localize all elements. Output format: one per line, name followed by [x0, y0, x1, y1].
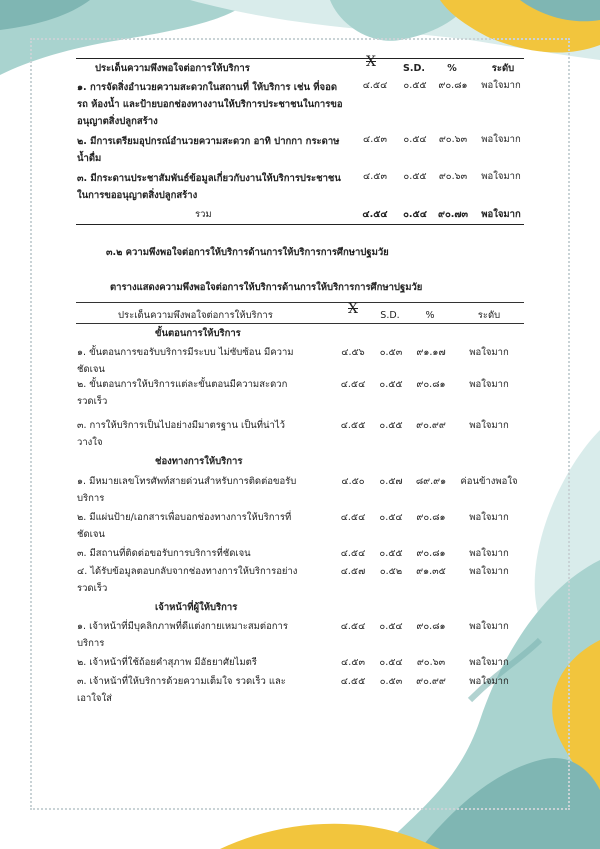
table-rule [76, 58, 524, 59]
section-heading: ๓.๒ ความพึงพอใจต่อการให้บริการด้านการให้บริการการศึกษาปฐมวัย [106, 247, 389, 258]
table-cell-mean: ๔.๕๔ [340, 621, 366, 632]
table-cell-level: พอใจมาก [469, 676, 509, 687]
table-row-text-cont: ชัดเจน [77, 364, 105, 375]
table-cell-level: พอใจมาก [481, 171, 521, 182]
table-cell-mean: ๔.๕๕ [340, 420, 366, 431]
table-total-label: รวม [195, 209, 212, 220]
table-header-pct: % [425, 310, 435, 321]
table-cell-pct: ๙๐.๖๓ [438, 134, 468, 145]
table-cell-mean: ๔.๕๖ [341, 347, 365, 358]
table-cell-pct: ๙๐.๘๑ [416, 379, 446, 390]
table-cell-sd: ๐.๕๓ [379, 676, 403, 687]
table-row-text: ๒. มีแผ่นป้าย/เอกสารเพื่อบอกช่องทางการให้บริการที่ [77, 512, 292, 523]
table-row-text: ๑. การจัดสิ่งอำนวยความสะดวกในสถานที่ ให้บริการ เช่น ที่จอดรถ ห้องน้ำ และป้ายบอกช่องทางงานให้บริการประชาชนในการขออนุญาตสิ่งปลูกสร้าง [77, 82, 343, 127]
group-title: เจ้าหน้าที่ผู้ให้บริการ [155, 602, 238, 613]
table-cell-pct: ๙๑.๑๗ [416, 347, 446, 358]
table-cell-pct: ๙๐.๙๙ [416, 420, 446, 431]
table-row-text-cont: วางใจ [77, 437, 103, 448]
table-cell-mean: ๔.๕๓ [363, 134, 387, 145]
group-title: ขั้นตอนการให้บริการ [155, 328, 241, 339]
table-cell-level: พอใจมาก [469, 379, 509, 390]
table-header-mean: X [360, 58, 382, 69]
table-cell-sd: ๐.๕๕ [379, 548, 403, 559]
table-cell-pct: ๙๑.๓๕ [416, 566, 446, 577]
table-cell-sd: ๐.๕๔ [379, 657, 403, 668]
table-cell-level: พอใจมาก [469, 657, 509, 668]
table-row-text-cont: บริการ [77, 638, 105, 649]
table-row-text: ๔. ได้รับข้อมูลตอบกลับจากช่องทางการให้บริการอย่าง [77, 566, 298, 577]
table-header-level: ระดับ [491, 63, 515, 74]
table-cell-pct: ๙๐.๘๑ [416, 621, 446, 632]
table-rule [76, 323, 524, 324]
table-header-mean: X [342, 305, 364, 316]
table-row-text: ๒. ขั้นตอนการให้บริการแต่ละขั้นตอนมีความสะดวก [77, 379, 288, 390]
table-cell-pct: ๙๐.๘๑ [438, 80, 468, 91]
table-row-text: ๑. มีหมายเลขโทรศัพท์สายด่วนสำหรับการติดต่อขอรับ [77, 476, 297, 487]
table-header-item: ประเด็นความพึงพอใจต่อการให้บริการ [118, 310, 273, 321]
table-cell-sd: ๐.๕๕ [379, 420, 403, 431]
table-cell-mean: ๔.๕๓ [341, 657, 365, 668]
table-cell-mean: ๔.๕๕ [340, 676, 366, 687]
table-rule [76, 302, 524, 303]
table-header-item: ประเด็นความพึงพอใจต่อการให้บริการ [95, 63, 250, 74]
table-row-text-cont: เอาใจใส่ [77, 693, 112, 704]
table-cell-mean: ๔.๕๔ [340, 379, 366, 390]
table-cell-sd: ๐.๕๕ [379, 379, 403, 390]
table-cell-sd: ๐.๕๔ [403, 134, 427, 145]
table-cell-sd: ๐.๕๕ [403, 171, 427, 182]
table-row-text-cont: ชัดเจน [77, 529, 105, 540]
table-cell-level: พอใจมาก [469, 548, 509, 559]
table-caption: ตารางแสดงความพึงพอใจต่อการให้บริการด้านการให้บริการการศึกษาปฐมวัย [110, 282, 423, 293]
table-cell-mean: ๔.๕๓ [363, 171, 387, 182]
table-cell-mean: ๔.๕๗ [340, 566, 366, 577]
table-cell-pct: ๘๙.๙๑ [415, 476, 447, 487]
table-header-level: ระดับ [477, 310, 501, 321]
table-total-pct: ๙๐.๗๓ [437, 209, 468, 220]
table-row-text: ๓. การให้บริการเป็นไปอย่างมีมาตรฐาน เป็นที่น่าไว้ [77, 420, 285, 431]
table-cell-sd: ๐.๕๗ [379, 476, 403, 487]
table-row-text: ๓. มีสถานที่ติดต่อขอรับการบริการที่ชัดเจน [77, 548, 251, 559]
table-cell-sd: ๐.๕๕ [403, 80, 427, 91]
table-cell-level: พอใจมาก [469, 420, 509, 431]
table-cell-level: พอใจมาก [469, 566, 509, 577]
table-cell-mean: ๔.๕๔ [340, 512, 366, 523]
table-cell-mean: ๔.๕๐ [341, 476, 365, 487]
table-cell-level: พอใจมาก [469, 512, 509, 523]
table-cell-level: พอใจมาก [481, 134, 521, 145]
table-cell-sd: ๐.๕๔ [379, 621, 403, 632]
table-cell-sd: ๐.๕๔ [379, 512, 403, 523]
table-row-text-cont: รวดเร็ว [77, 583, 108, 594]
table-row-text: ๑. ขั้นตอนการขอรับบริการมีระบบ ไม่ซับซ้อน มีความ [77, 347, 294, 358]
table-cell-sd: ๐.๕๓ [379, 347, 403, 358]
table-cell-level: พอใจมาก [481, 80, 521, 91]
table-row-text: ๒. เจ้าหน้าที่ใช้ถ้อยคำสุภาพ มีอัธยาศัยไมตรี [77, 657, 257, 668]
table-row-text: ๑. เจ้าหน้าที่มีบุคลิกภาพที่ดีแต่งกายเหมาะสมต่อการ [77, 621, 288, 632]
table-total-level: พอใจมาก [481, 209, 521, 220]
table-cell-level: พอใจมาก [469, 347, 509, 358]
table-cell-level: ค่อนข้างพอใจ [460, 476, 518, 487]
table-cell-pct: ๙๐.๙๙ [416, 676, 446, 687]
table-total-sd: ๐.๕๔ [403, 209, 427, 220]
table-cell-pct: ๙๐.๘๑ [416, 548, 446, 559]
table-row-text-cont: รวดเร็ว [77, 396, 108, 407]
table-header-sd: S.D. [380, 310, 400, 321]
table-cell-level: พอใจมาก [469, 621, 509, 632]
table-cell-sd: ๐.๕๒ [379, 566, 403, 577]
table-row-text: ๒. มีการเตรียมอุปกรณ์อำนวยความสะดวก อาทิ ปากกา กระดาษ น้ำดื่ม [77, 136, 340, 164]
table-cell-mean: ๔.๕๔ [362, 80, 388, 91]
table-cell-mean: ๔.๕๔ [340, 548, 366, 559]
table-cell-pct: ๙๐.๖๓ [416, 657, 446, 668]
table-header-pct: % [447, 63, 457, 74]
table-total-mean: ๔.๕๔ [362, 209, 388, 220]
table-rule [76, 224, 524, 225]
table-row-text: ๓. มีกระดานประชาสัมพันธ์ข้อมูลเกี่ยวกับงานให้บริการประชาชนในการขออนุญาตสิ่งปลูกสร้าง [77, 173, 341, 201]
table-row-text-cont: บริการ [77, 493, 105, 504]
table-cell-pct: ๙๐.๘๑ [416, 512, 446, 523]
table-header-sd: S.D. [403, 63, 425, 74]
table-row-text: ๓. เจ้าหน้าที่ให้บริการด้วยความเต็มใจ รวดเร็ว และ [77, 676, 286, 687]
table-cell-pct: ๙๐.๖๓ [438, 171, 468, 182]
group-title: ช่องทางการให้บริการ [155, 456, 243, 467]
